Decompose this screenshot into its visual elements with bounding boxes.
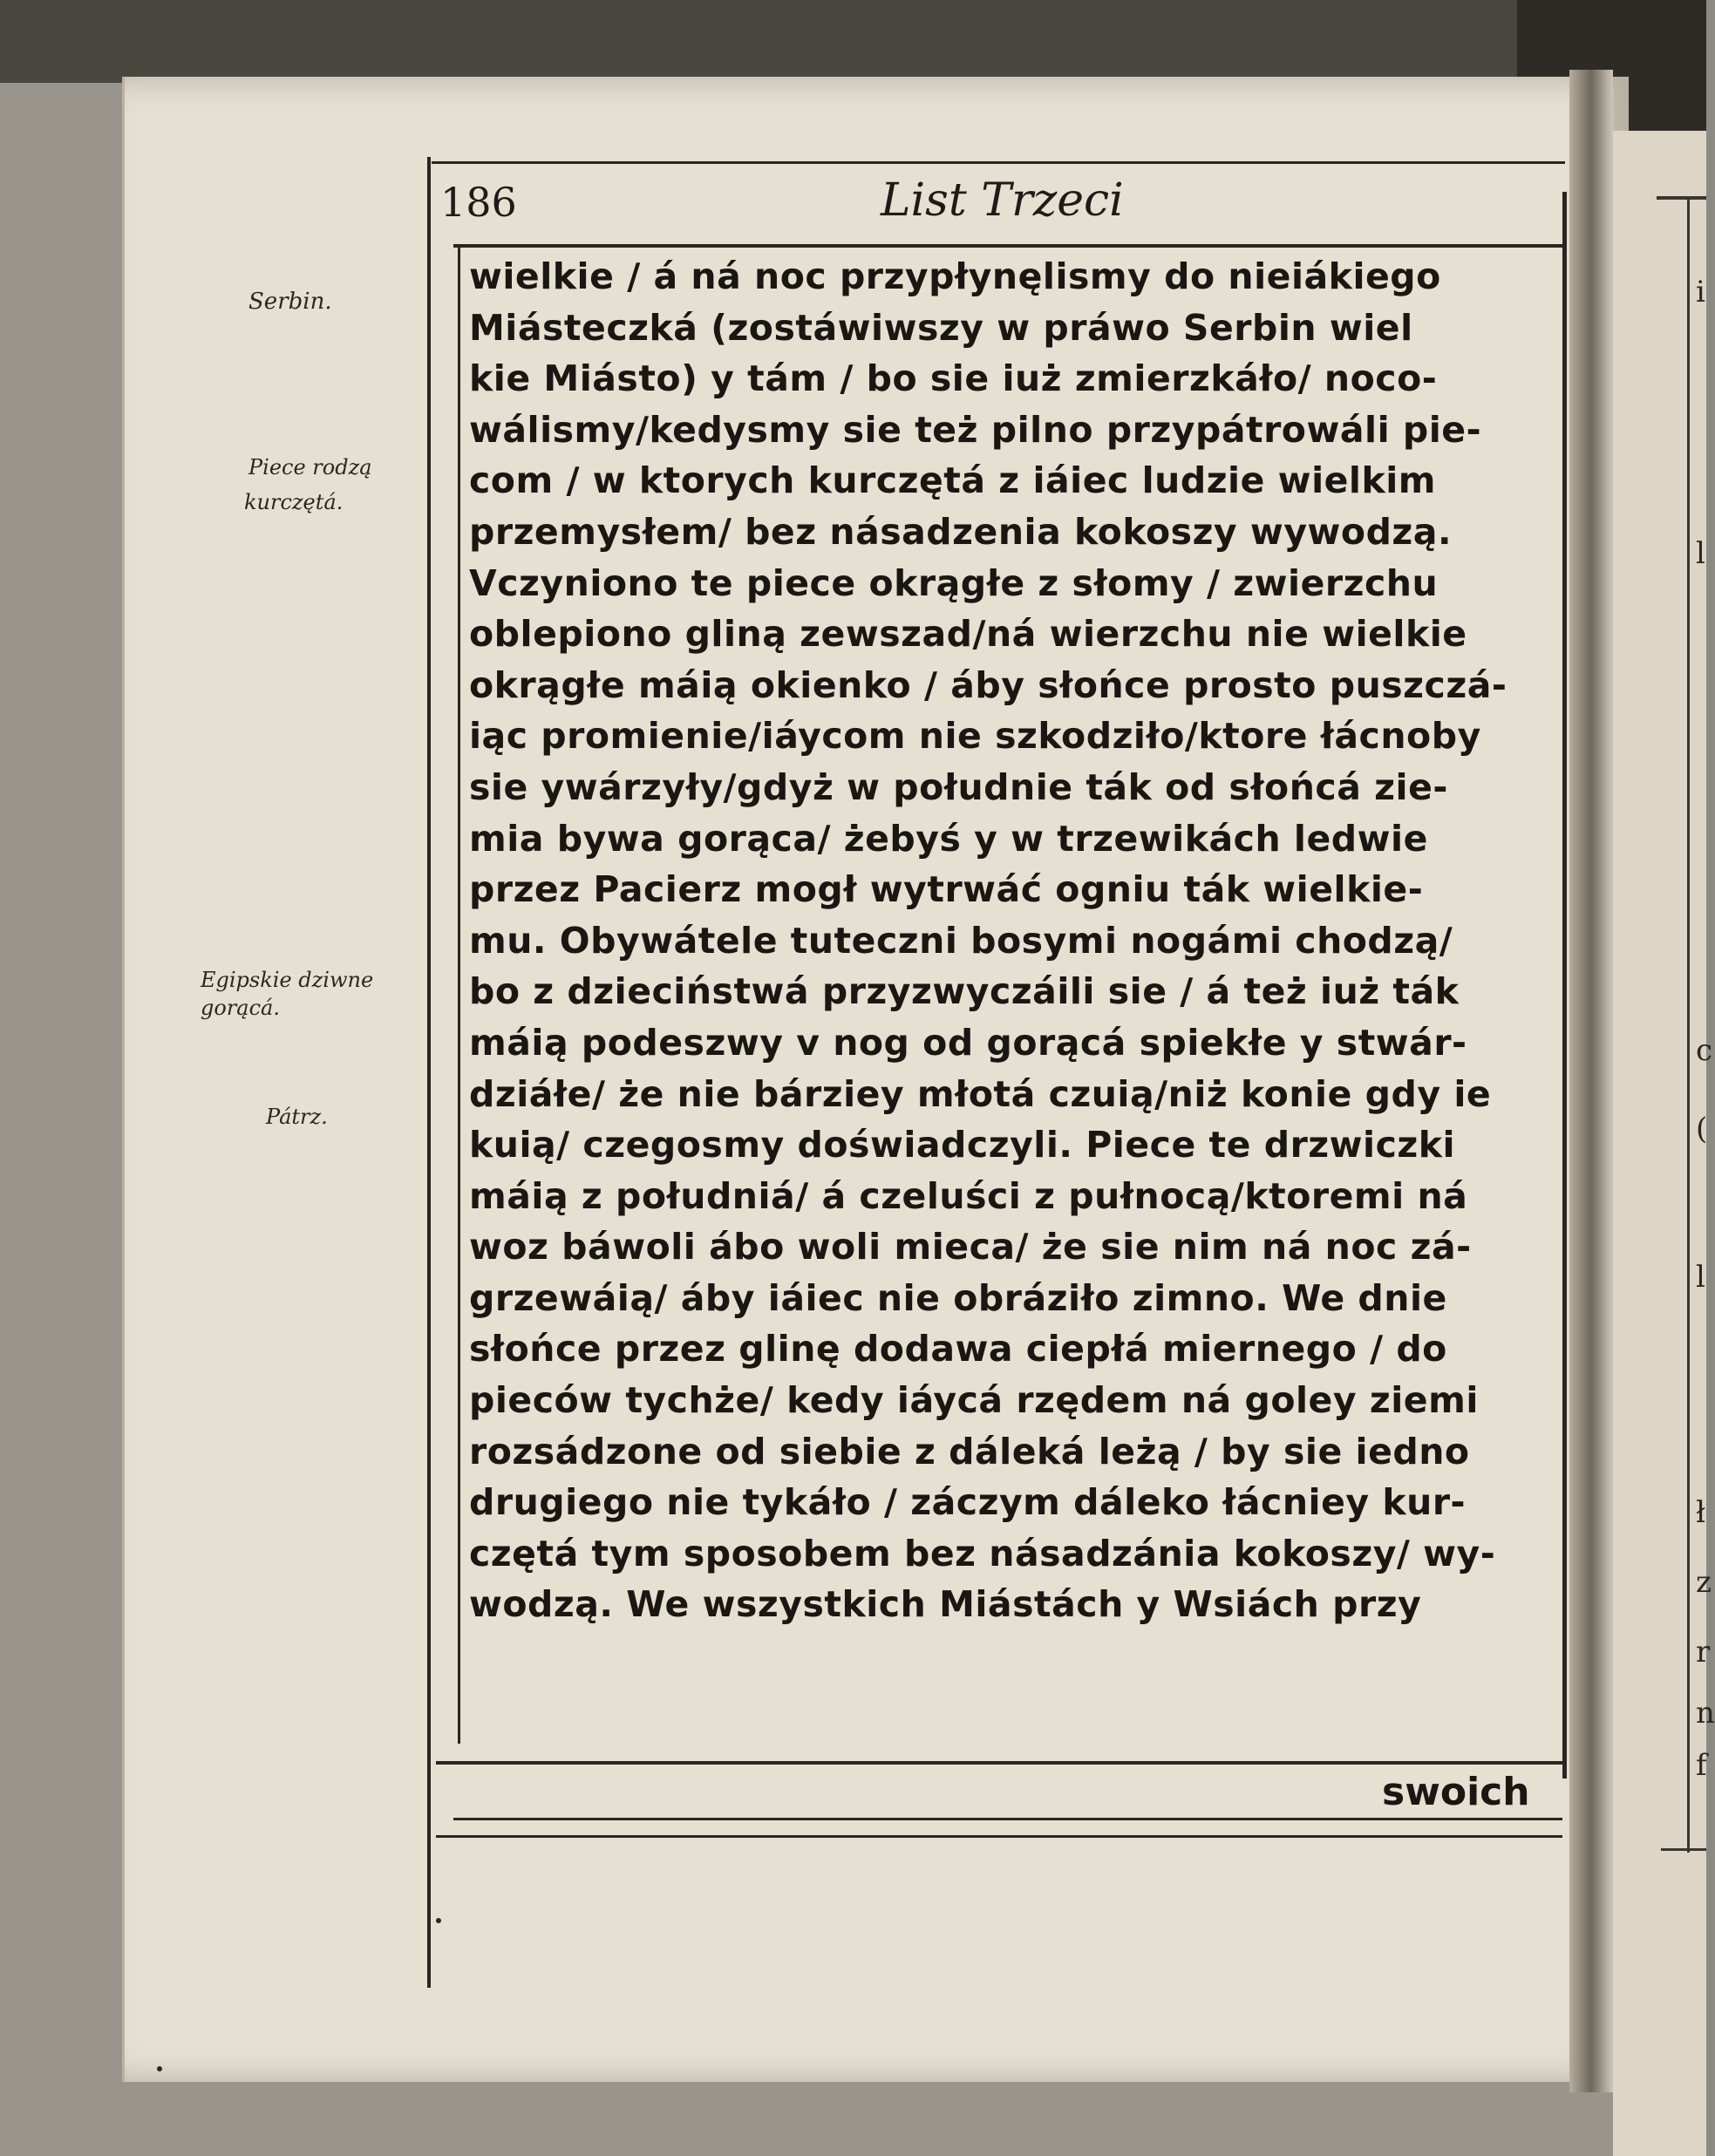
- facing-page-fragment: f: [1696, 1748, 1707, 1783]
- ink-speck: [436, 1918, 441, 1923]
- facing-page-fragment: c: [1696, 1033, 1713, 1068]
- text-line: iąc promienie/iáycom nie szkodziło/ktore łácnoby: [469, 715, 1481, 758]
- facing-page-fragment: i: [1696, 275, 1705, 309]
- text-line: przez Pacierz mogł wytrwáć ogniu ták wielkie-: [469, 868, 1424, 911]
- text-line: mu. Obywátele tuteczni bosymi nogámi chodzą/: [469, 919, 1453, 962]
- header-rule: [432, 161, 1565, 164]
- facing-page: [1613, 131, 1715, 2156]
- page-number: 186: [440, 179, 517, 226]
- text-line: com / w ktorych kurczętá z iáiec ludzie wielkim: [469, 459, 1437, 502]
- frame-right-rule: [1562, 192, 1567, 1779]
- text-line: dziáłe/ że nie bárziey młotá czuią/niż konie gdy ie: [469, 1072, 1492, 1115]
- text-line: mia bywa gorąca/ żebyś y w trzewikách ledwie: [469, 817, 1428, 860]
- margin-note: Piece rodzą: [248, 455, 372, 479]
- facing-page-fragment: l: [1696, 536, 1705, 571]
- catchword: swoich: [1382, 1770, 1530, 1814]
- text-line: Vczyniono te piece okrągłe z słomy / zwierzchu: [469, 561, 1439, 604]
- text-line: rozsádzone od siebie z dáleká leżą / by sie iedno: [469, 1430, 1470, 1472]
- margin-note: Pátrz.: [266, 1105, 328, 1129]
- running-title: List Trzeci: [881, 174, 1124, 227]
- text-line: wodzą. We wszystkich Miástách y Wsiách przy: [469, 1583, 1422, 1626]
- text-line: grzewáią/ áby iáiec nie obráziło zimno. We dnie: [469, 1276, 1447, 1319]
- facing-page-fragment: (: [1696, 1112, 1708, 1146]
- text-line: czętá tym sposobem bez násadzánia kokoszy/ wy-: [469, 1532, 1496, 1574]
- text-line: máią z południá/ á czeluści z pułnocą/ktoremi ná: [469, 1174, 1468, 1217]
- frame-bottom-rule-3: [436, 1835, 1562, 1838]
- ink-speck: [157, 2066, 162, 2071]
- facing-page-rule-top: [1657, 196, 1706, 200]
- margin-note: kurczętá.: [244, 490, 344, 514]
- text-line: sie ywárzyły/gdyż w południe ták od słońcá zie-: [469, 765, 1448, 808]
- frame-outer-left-rule: [427, 157, 431, 1988]
- margin-note: Serbin.: [248, 289, 332, 315]
- text-line: kie Miásto) y tám / bo sie iuż zmierzkáło/ noco-: [469, 357, 1438, 400]
- frame-top-rule: [453, 244, 1562, 248]
- facing-page-fragment: r: [1696, 1635, 1711, 1670]
- text-line: wálismy/kedysmy sie też pilno przypátrowáli pie-: [469, 408, 1482, 451]
- facing-page-frame-line: [1687, 196, 1690, 1853]
- facing-page-fragment: z: [1696, 1565, 1712, 1600]
- text-line: Miásteczká (zostáwiwszy w práwo Serbin wiel: [469, 306, 1413, 349]
- facing-page-fragment: n: [1696, 1696, 1715, 1731]
- margin-note: Egipskie dziwne gorącá.: [201, 968, 374, 1020]
- facing-page-rule-bottom: [1661, 1848, 1706, 1851]
- text-line: bo z dzieciństwá przyzwyczáili sie / á też iuż ták: [469, 970, 1460, 1013]
- frame-bottom-rule: [436, 1761, 1562, 1765]
- text-line: oblepiono gliną zewszad/ná wierzchu nie wielkie: [469, 613, 1467, 656]
- text-line: kuią/ czegosmy doświadczyli. Piece te drzwiczki: [469, 1124, 1456, 1166]
- text-line: wielkie / á ná noc przypłynęlismy do nieiákiego: [469, 255, 1441, 297]
- facing-page-fragment: l: [1696, 1260, 1705, 1295]
- text-line: okrągłe máią okienko / áby słońce prosto puszczá-: [469, 663, 1507, 706]
- text-line: drugiego nie tykáło / záczym dáleko łácniey kur-: [469, 1481, 1467, 1524]
- text-line: woz báwoli ábo woli mieca/ że sie nim ná noc zá-: [469, 1226, 1472, 1268]
- frame-inner-left-rule: [458, 244, 460, 1744]
- text-line: przemysłem/ bez násadzenia kokoszy wywodzą.: [469, 510, 1453, 553]
- text-line: máią podeszwy v nog od gorącá spiekłe y stwár-: [469, 1021, 1467, 1064]
- body-text: [469, 251, 1559, 1630]
- book-gutter: [1569, 70, 1613, 2092]
- scan-background-top: [0, 0, 1706, 83]
- text-line: słońce przez glinę dodawa ciepłá miernego / do: [469, 1328, 1447, 1370]
- frame-bottom-rule-2: [453, 1818, 1562, 1820]
- facing-page-fragment: ł: [1696, 1495, 1706, 1530]
- text-line: pieców tychże/ kedy iáycá rzędem ná goley ziemi: [469, 1379, 1479, 1422]
